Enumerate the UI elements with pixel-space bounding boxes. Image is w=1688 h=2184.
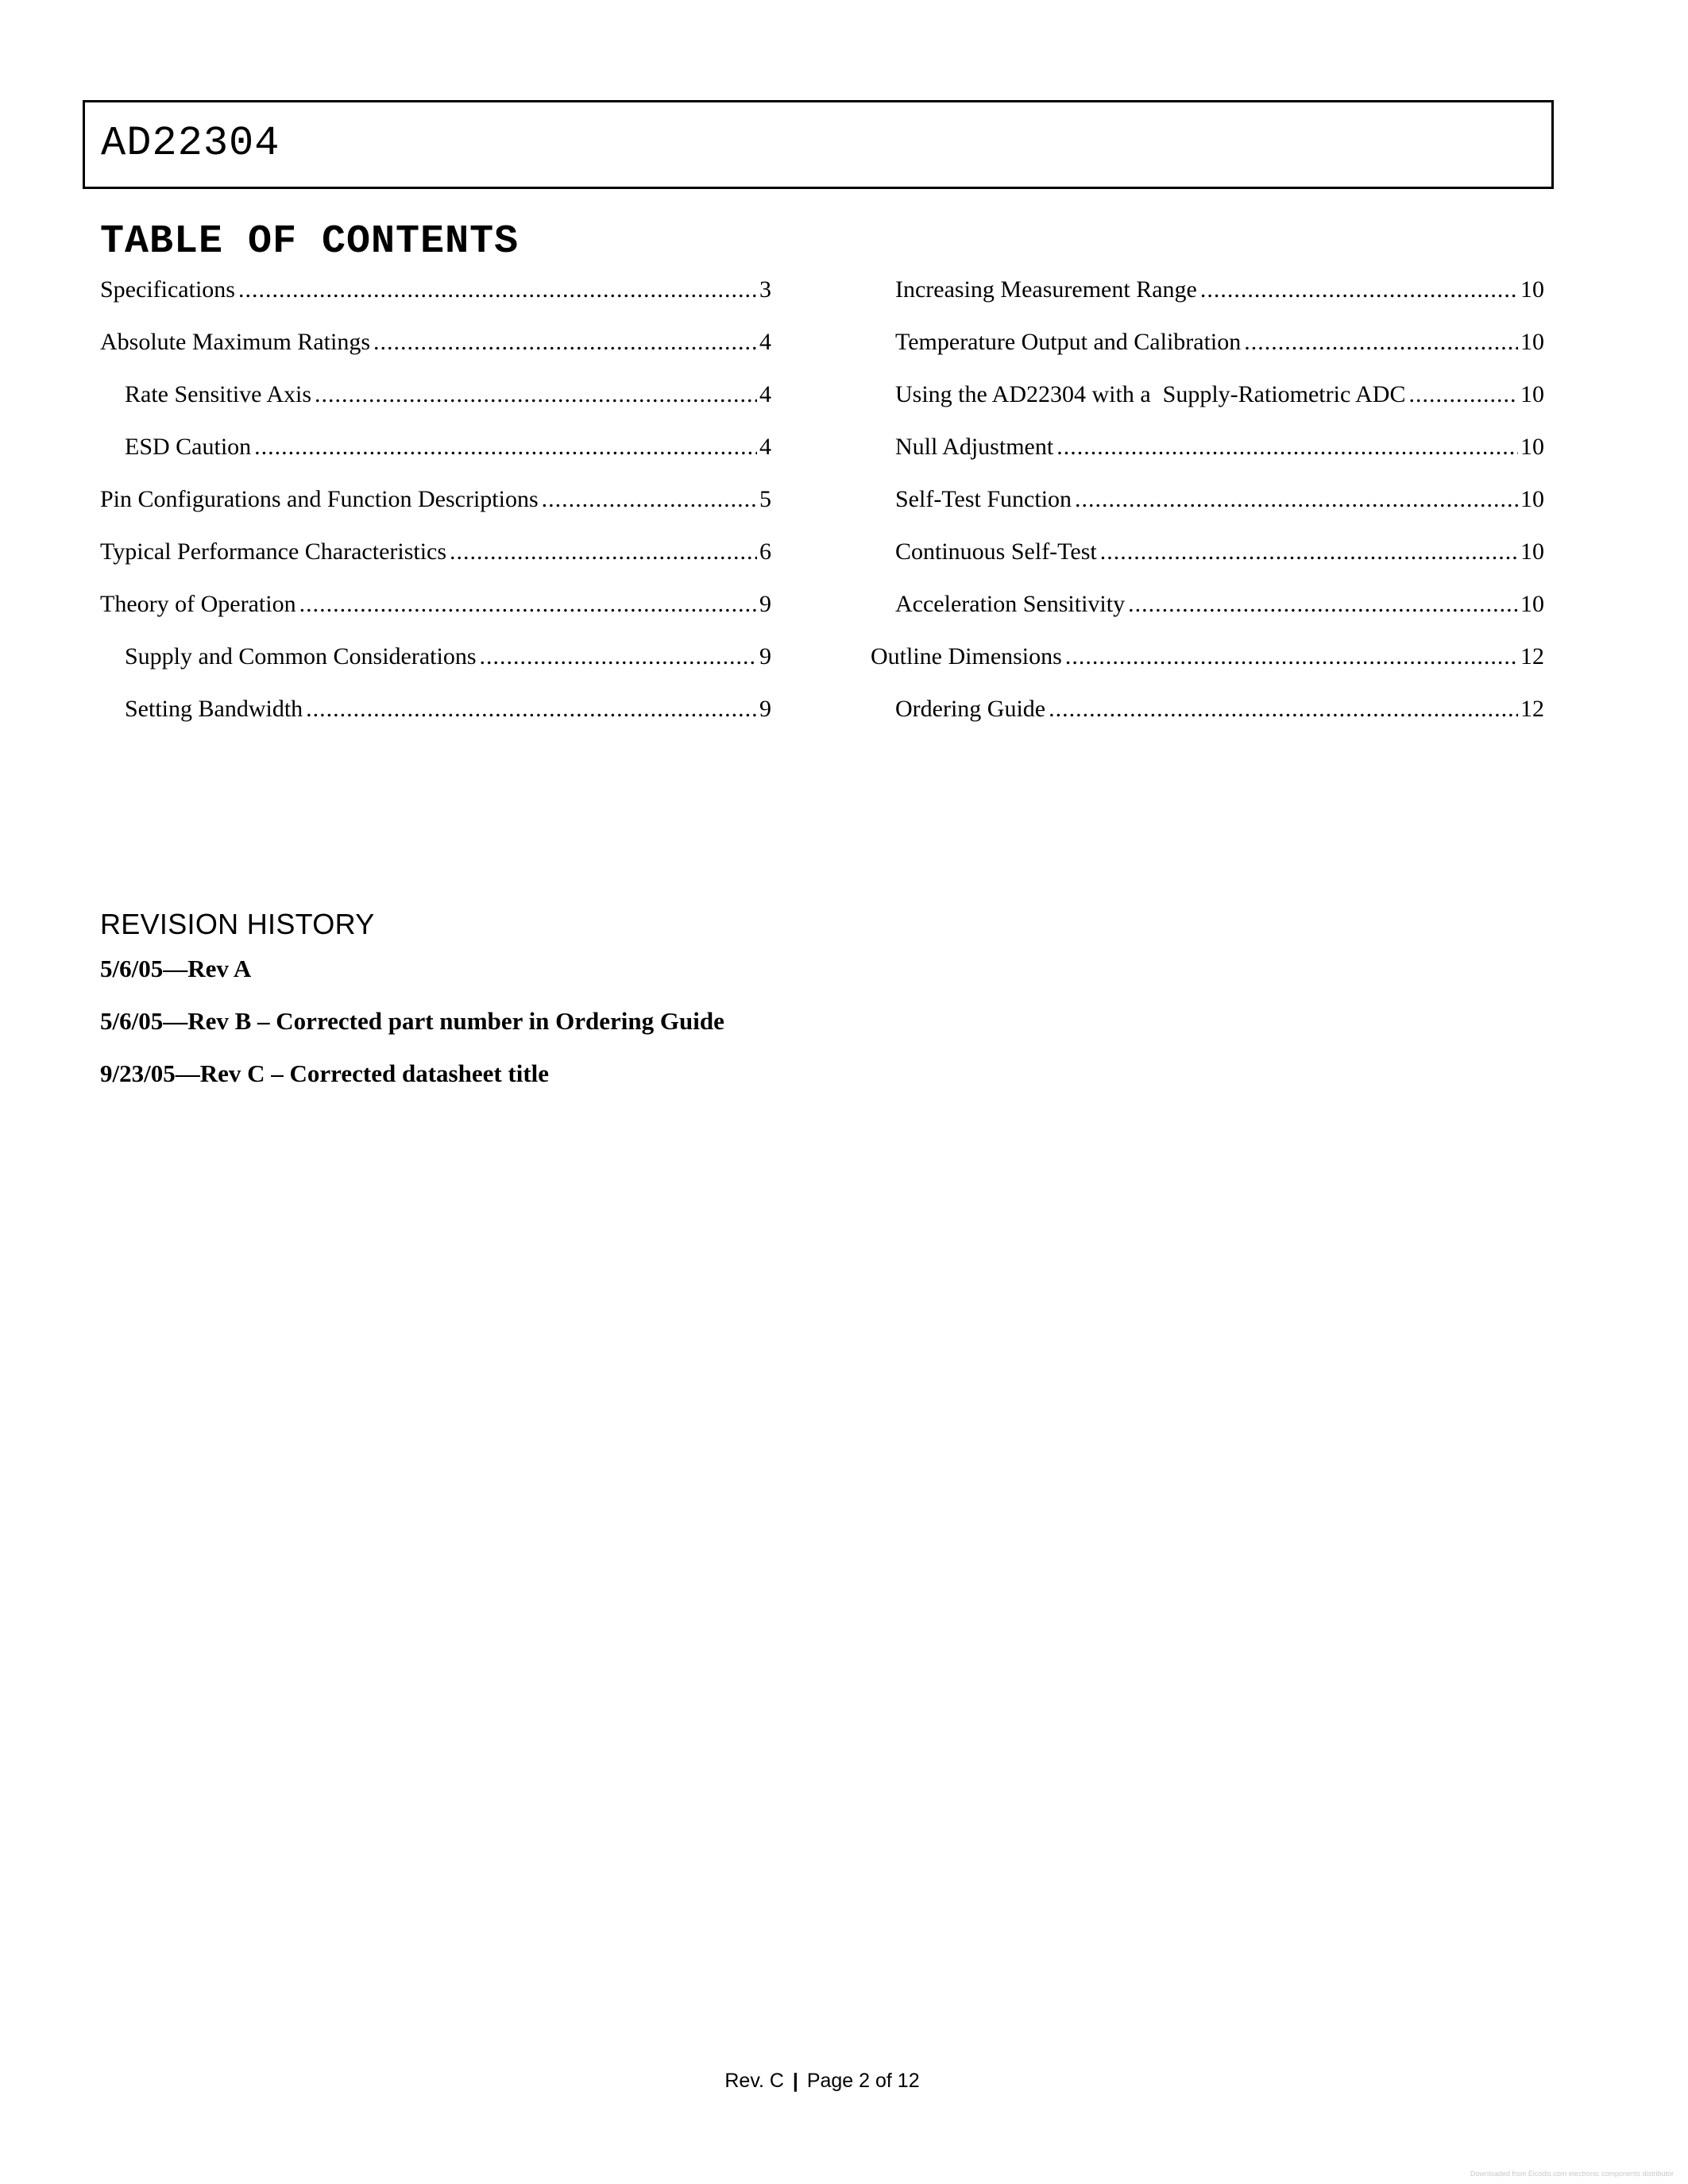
toc-entry[interactable] xyxy=(871,697,1544,750)
header-box xyxy=(83,100,1554,189)
toc-entry-page: 12 xyxy=(1520,696,1544,722)
toc-entry[interactable] xyxy=(871,435,1544,488)
toc-entry[interactable] xyxy=(100,383,771,435)
toc-entry[interactable] xyxy=(871,592,1544,645)
toc-entry-label: Outline Dimensions xyxy=(871,643,1062,669)
toc-entry-label: Rate Sensitive Axis xyxy=(125,381,311,407)
revision-history-list xyxy=(100,956,724,1113)
toc-entry-label: Pin Configurations and Function Descriptions xyxy=(100,486,539,512)
toc-entry-page: 10 xyxy=(1520,434,1544,460)
toc-entry-page: 4 xyxy=(759,434,771,460)
toc-leader-dots xyxy=(238,278,757,302)
toc-entry[interactable] xyxy=(871,383,1544,435)
revision-entry: 5/6/05—Rev A xyxy=(100,955,252,982)
toc-entry-page: 4 xyxy=(759,381,771,407)
toc-entry-label: Using the AD22304 with a Supply-Ratiometric ADC xyxy=(895,381,1406,407)
toc-entry[interactable] xyxy=(100,592,771,645)
toc-leader-dots xyxy=(373,330,757,354)
toc-leader-dots xyxy=(254,435,757,459)
toc-right-column xyxy=(871,278,1544,750)
toc-entry-page: 9 xyxy=(759,696,771,722)
toc-entry[interactable] xyxy=(871,278,1544,330)
toc-entry-page: 10 xyxy=(1520,538,1544,565)
toc-entry[interactable] xyxy=(871,330,1544,383)
toc-entry-label: Supply and Common Considerations xyxy=(125,643,477,669)
toc-entry-label: Increasing Measurement Range xyxy=(895,276,1197,303)
footer-separator: | xyxy=(792,2070,798,2092)
toc-leader-dots xyxy=(1200,278,1518,302)
toc-entry[interactable] xyxy=(100,540,771,592)
toc-entry-label: Specifications xyxy=(100,276,235,303)
toc-leader-dots xyxy=(1065,645,1518,669)
footer-revision: Rev. C xyxy=(724,2070,784,2092)
toc-entry-page: 10 xyxy=(1520,329,1544,355)
toc-entry-label: Self-Test Function xyxy=(895,486,1072,512)
toc-entry-page: 10 xyxy=(1520,276,1544,303)
toc-leader-dots xyxy=(450,540,757,564)
revision-entry: 5/6/05—Rev B – Corrected part number in Ordering Guide xyxy=(100,1007,724,1035)
toc-leader-dots xyxy=(1244,330,1518,354)
toc-entry-page: 3 xyxy=(759,276,771,303)
toc-entry[interactable] xyxy=(871,645,1544,697)
revision-entry: 9/23/05—Rev C – Corrected datasheet title xyxy=(100,1059,550,1087)
toc-entry-page: 10 xyxy=(1520,381,1544,407)
toc-entry[interactable] xyxy=(100,488,771,540)
footer-page-number: Page 2 of 12 xyxy=(806,2070,920,2092)
part-number: AD22304 xyxy=(101,120,280,167)
toc-entry-label: ESD Caution xyxy=(125,434,252,460)
toc-entry[interactable] xyxy=(100,697,771,750)
toc-entry[interactable] xyxy=(100,278,771,330)
watermark: Downloaded from Elcodis.com electronic components distributor xyxy=(1470,2170,1674,2178)
toc-entry-page: 5 xyxy=(759,486,771,512)
toc-entry-label: Continuous Self-Test xyxy=(895,538,1097,565)
toc-leader-dots xyxy=(1056,435,1518,459)
toc-entry-page: 12 xyxy=(1520,643,1544,669)
toc-left-column xyxy=(100,278,771,750)
toc-leader-dots xyxy=(542,488,757,511)
toc-leader-dots xyxy=(1049,697,1518,721)
toc-leader-dots xyxy=(315,383,757,407)
toc-entry-label: Ordering Guide xyxy=(895,696,1046,722)
toc-entry-page: 9 xyxy=(759,643,771,669)
toc-leader-dots xyxy=(1100,540,1518,564)
toc-leader-dots xyxy=(306,697,757,721)
toc-leader-dots xyxy=(480,645,758,669)
toc-leader-dots xyxy=(1128,592,1518,616)
toc-leader-dots xyxy=(299,592,757,616)
toc-entry-label: Absolute Maximum Ratings xyxy=(100,329,370,355)
toc-entry-page: 10 xyxy=(1520,591,1544,617)
toc-entry-page: 6 xyxy=(759,538,771,565)
toc-entry-label: Acceleration Sensitivity xyxy=(895,591,1126,617)
revision-history-title: REVISION HISTORY xyxy=(100,908,375,940)
toc-entry-page: 10 xyxy=(1520,486,1544,512)
toc-entry[interactable] xyxy=(100,435,771,488)
toc-title: TABLE OF CONTENTS xyxy=(100,219,520,264)
toc-entry-page: 4 xyxy=(759,329,771,355)
toc-entry-label: Null Adjustment xyxy=(895,434,1054,460)
toc-entry[interactable] xyxy=(871,540,1544,592)
page-footer xyxy=(0,2071,1644,2091)
toc-leader-dots xyxy=(1408,383,1518,407)
toc-entry-label: Temperature Output and Calibration xyxy=(895,329,1242,355)
toc-entry-label: Setting Bandwidth xyxy=(125,696,303,722)
toc-entry-page: 9 xyxy=(759,591,771,617)
toc-entry-label: Typical Performance Characteristics xyxy=(100,538,447,565)
toc-entry-label: Theory of Operation xyxy=(100,591,296,617)
toc-entry[interactable] xyxy=(100,330,771,383)
toc-leader-dots xyxy=(1075,488,1518,511)
toc-entry[interactable] xyxy=(871,488,1544,540)
toc-entry[interactable] xyxy=(100,645,771,697)
